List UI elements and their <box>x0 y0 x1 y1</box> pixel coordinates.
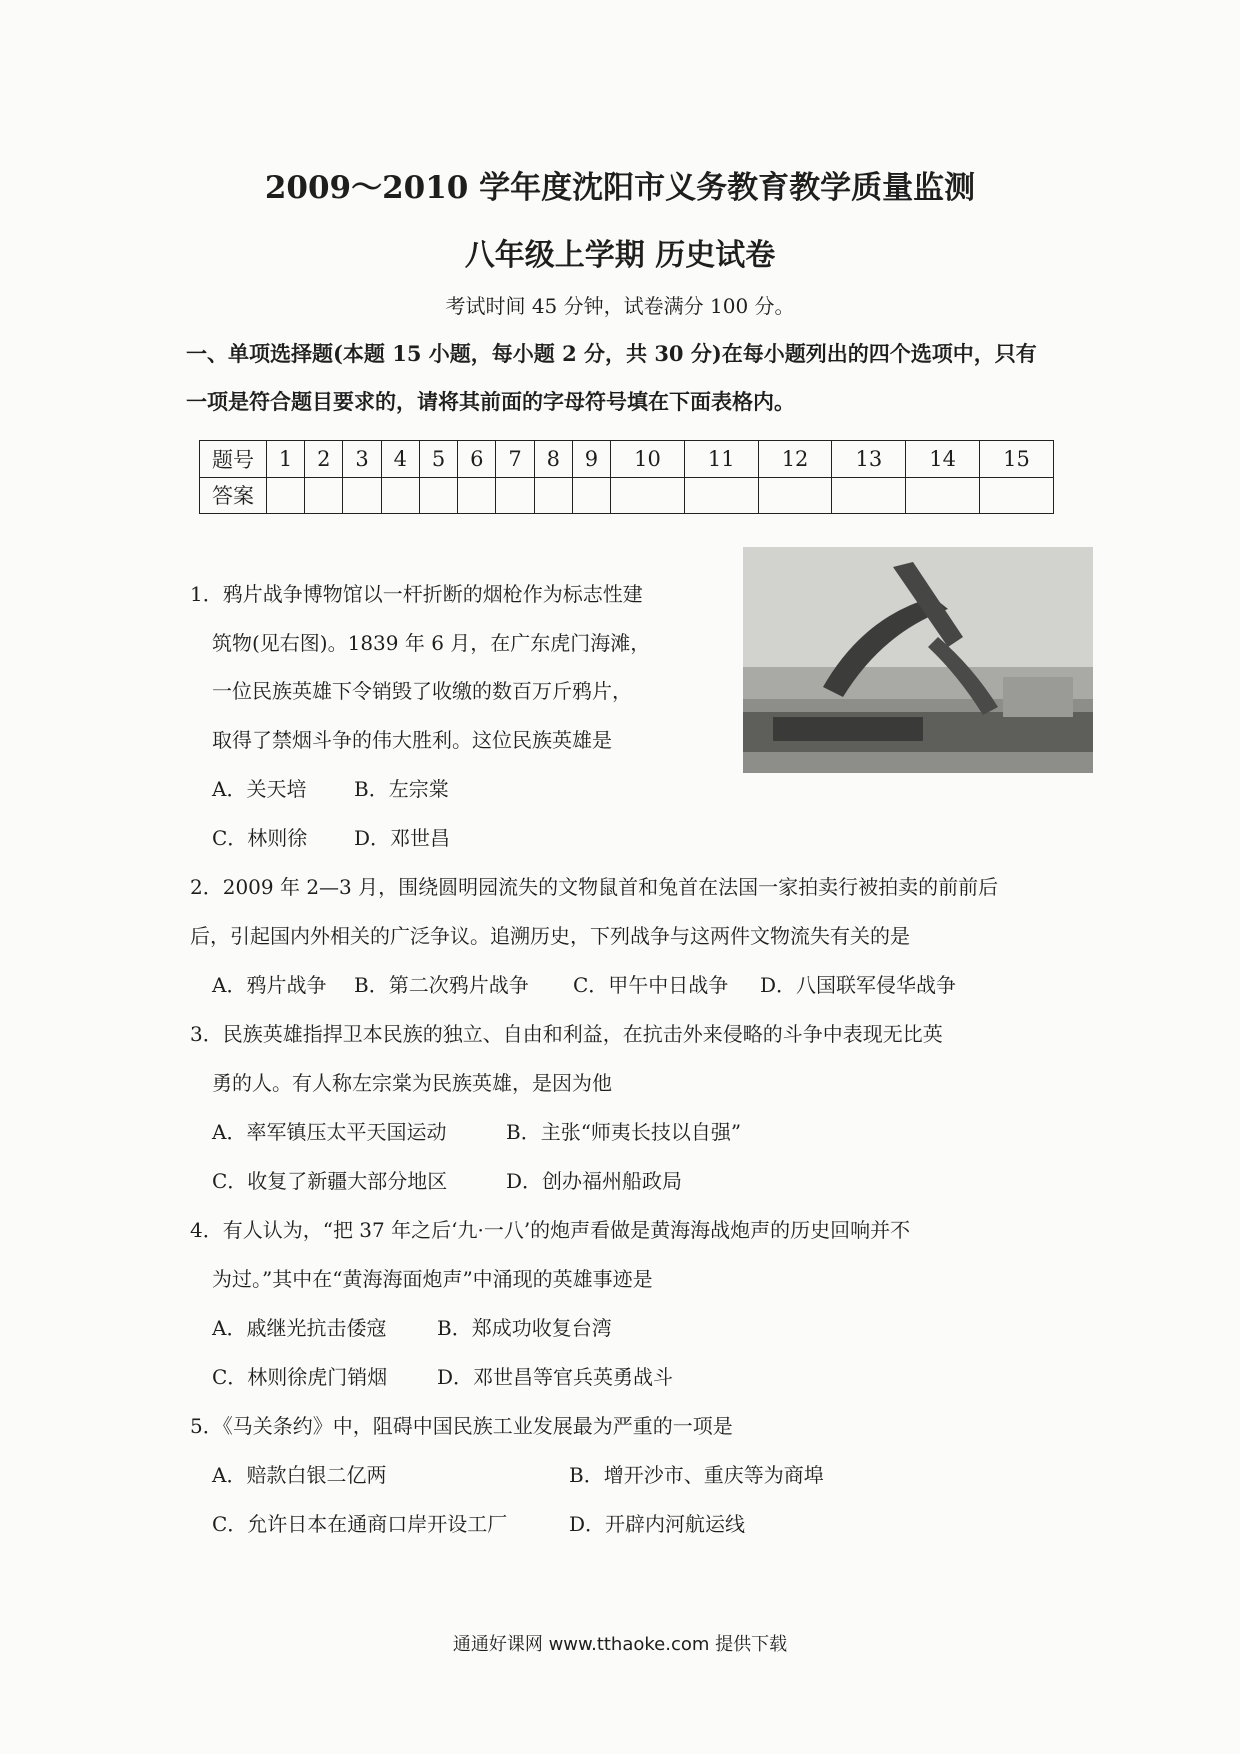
answer-cell[interactable] <box>419 477 457 514</box>
q1-line3: 一位民族英雄下令销毁了收缴的数百万斤鸦片， <box>212 679 632 703</box>
q3-option-a: A．率军镇压太平天国运动 <box>212 1120 447 1144</box>
answer-row-label: 答案 <box>200 477 267 514</box>
q1-option-d: D．邓世昌 <box>354 826 451 850</box>
section-instruction-line2: 一项是符合题目要求的，请将其前面的字母符号填在下面表格内。 <box>186 389 795 414</box>
q4-option-d: D．邓世昌等官兵英勇战斗 <box>437 1365 674 1389</box>
q2-line1: 2．2009 年 2—3 月，围绕圆明园流失的文物鼠首和兔首在法国一家拍卖行被拍卖的前前后 <box>190 875 999 899</box>
section-instruction-line1: 一、单项选择题(本题 15 小题，每小题 2 分，共 30 分)在每小题列出的四个选项中，只有 <box>186 341 1037 366</box>
answer-cell[interactable] <box>534 477 572 514</box>
q5-option-a: A．赔款白银二亿两 <box>212 1463 387 1487</box>
question-number-cell: 7 <box>496 441 534 478</box>
q2-option-c: C．甲午中日战争 <box>573 973 729 997</box>
question-number-cell: 8 <box>534 441 572 478</box>
q4-option-c: C．林则徐虎门销烟 <box>212 1365 388 1389</box>
answer-cell[interactable] <box>267 477 305 514</box>
question-number-cell: 1 <box>267 441 305 478</box>
q5-option-d: D．开辟内河航运线 <box>569 1512 746 1536</box>
exam-subtitle: 八年级上学期 历史试卷 <box>464 238 776 273</box>
question-number-cell: 13 <box>832 441 906 478</box>
q2-option-d: D．八国联军侵华战争 <box>760 973 957 997</box>
q3-option-b: B．主张“师夷长技以自强” <box>506 1120 742 1144</box>
answer-cell[interactable] <box>305 477 343 514</box>
question-number-cell: 14 <box>906 441 980 478</box>
broken-opium-pipe-photo <box>743 547 1093 773</box>
q1-option-a: A．关天培 <box>212 777 307 801</box>
answer-cell[interactable] <box>980 477 1054 514</box>
answer-cell[interactable] <box>343 477 381 514</box>
question-number-cell: 10 <box>611 441 685 478</box>
photo-illustration <box>743 547 1093 773</box>
q5-option-b: B．增开沙市、重庆等为商埠 <box>569 1463 824 1487</box>
exam-title: 2009～2010 学年度沈阳市义务教育教学质量监测 <box>264 170 976 206</box>
q3-option-c: C．收复了新疆大部分地区 <box>212 1169 448 1193</box>
footer-download-note: 通通好课网 www.tthaoke.com 提供下载 <box>452 1634 788 1655</box>
number-row-label: 题号 <box>200 441 267 478</box>
q5-option-c: C．允许日本在通商口岸开设工厂 <box>212 1512 508 1536</box>
q4-line2: 为过。”其中在“黄海海面炮声”中涌现的英雄事迹是 <box>212 1267 653 1291</box>
q4-option-a: A．戚继光抗击倭寇 <box>212 1316 387 1340</box>
answer-cell[interactable] <box>611 477 685 514</box>
question-number-cell: 12 <box>758 441 832 478</box>
q5-line1: 5．《马关条约》中，阻碍中国民族工业发展最为严重的一项是 <box>190 1414 733 1438</box>
answer-cell[interactable] <box>906 477 980 514</box>
q3-option-d: D．创办福州船政局 <box>506 1169 683 1193</box>
answer-cell[interactable] <box>832 477 906 514</box>
question-number-cell: 5 <box>419 441 457 478</box>
answer-cell[interactable] <box>758 477 832 514</box>
answer-table-number-row <box>200 441 1054 478</box>
q1-line4: 取得了禁烟斗争的伟大胜利。这位民族英雄是 <box>212 728 612 752</box>
question-number-cell: 3 <box>343 441 381 478</box>
answer-cell[interactable] <box>458 477 496 514</box>
q4-line1: 4．有人认为，“把 37 年之后‘九·一八’的炮声看做是黄海海战炮声的历史回响并不 <box>190 1218 911 1242</box>
question-number-cell: 9 <box>572 441 610 478</box>
answer-cell[interactable] <box>496 477 534 514</box>
q3-line1: 3．民族英雄指捍卫本民族的独立、自由和利益，在抗击外来侵略的斗争中表现无比英 <box>190 1022 943 1046</box>
question-number-cell: 15 <box>980 441 1054 478</box>
question-number-cell: 2 <box>305 441 343 478</box>
q1-option-b: B．左宗棠 <box>354 777 449 801</box>
question-number-cell: 4 <box>381 441 419 478</box>
q2-line2: 后，引起国内外相关的广泛争议。追溯历史，下列战争与这两件文物流失有关的是 <box>190 924 910 948</box>
question-number-cell: 11 <box>684 441 758 478</box>
answer-table-answer-row <box>200 477 1054 514</box>
exam-info: 考试时间 45 分钟，试卷满分 100 分。 <box>445 294 795 318</box>
answer-cell[interactable] <box>572 477 610 514</box>
q1-line1: 1．鸦片战争博物馆以一杆折断的烟枪作为标志性建 <box>190 582 643 606</box>
q4-option-b: B．郑成功收复台湾 <box>437 1316 612 1340</box>
question-number-cell: 6 <box>458 441 496 478</box>
answer-cell[interactable] <box>684 477 758 514</box>
q3-line2: 勇的人。有人称左宗棠为民族英雄，是因为他 <box>212 1071 612 1095</box>
q2-option-a: A．鸦片战争 <box>212 973 327 997</box>
q1-option-c: C．林则徐 <box>212 826 308 850</box>
answer-table <box>199 440 1054 514</box>
q2-option-b: B．第二次鸦片战争 <box>354 973 529 997</box>
answer-cell[interactable] <box>381 477 419 514</box>
q1-line2: 筑物(见右图)。1839 年 6 月，在广东虎门海滩， <box>212 631 651 655</box>
